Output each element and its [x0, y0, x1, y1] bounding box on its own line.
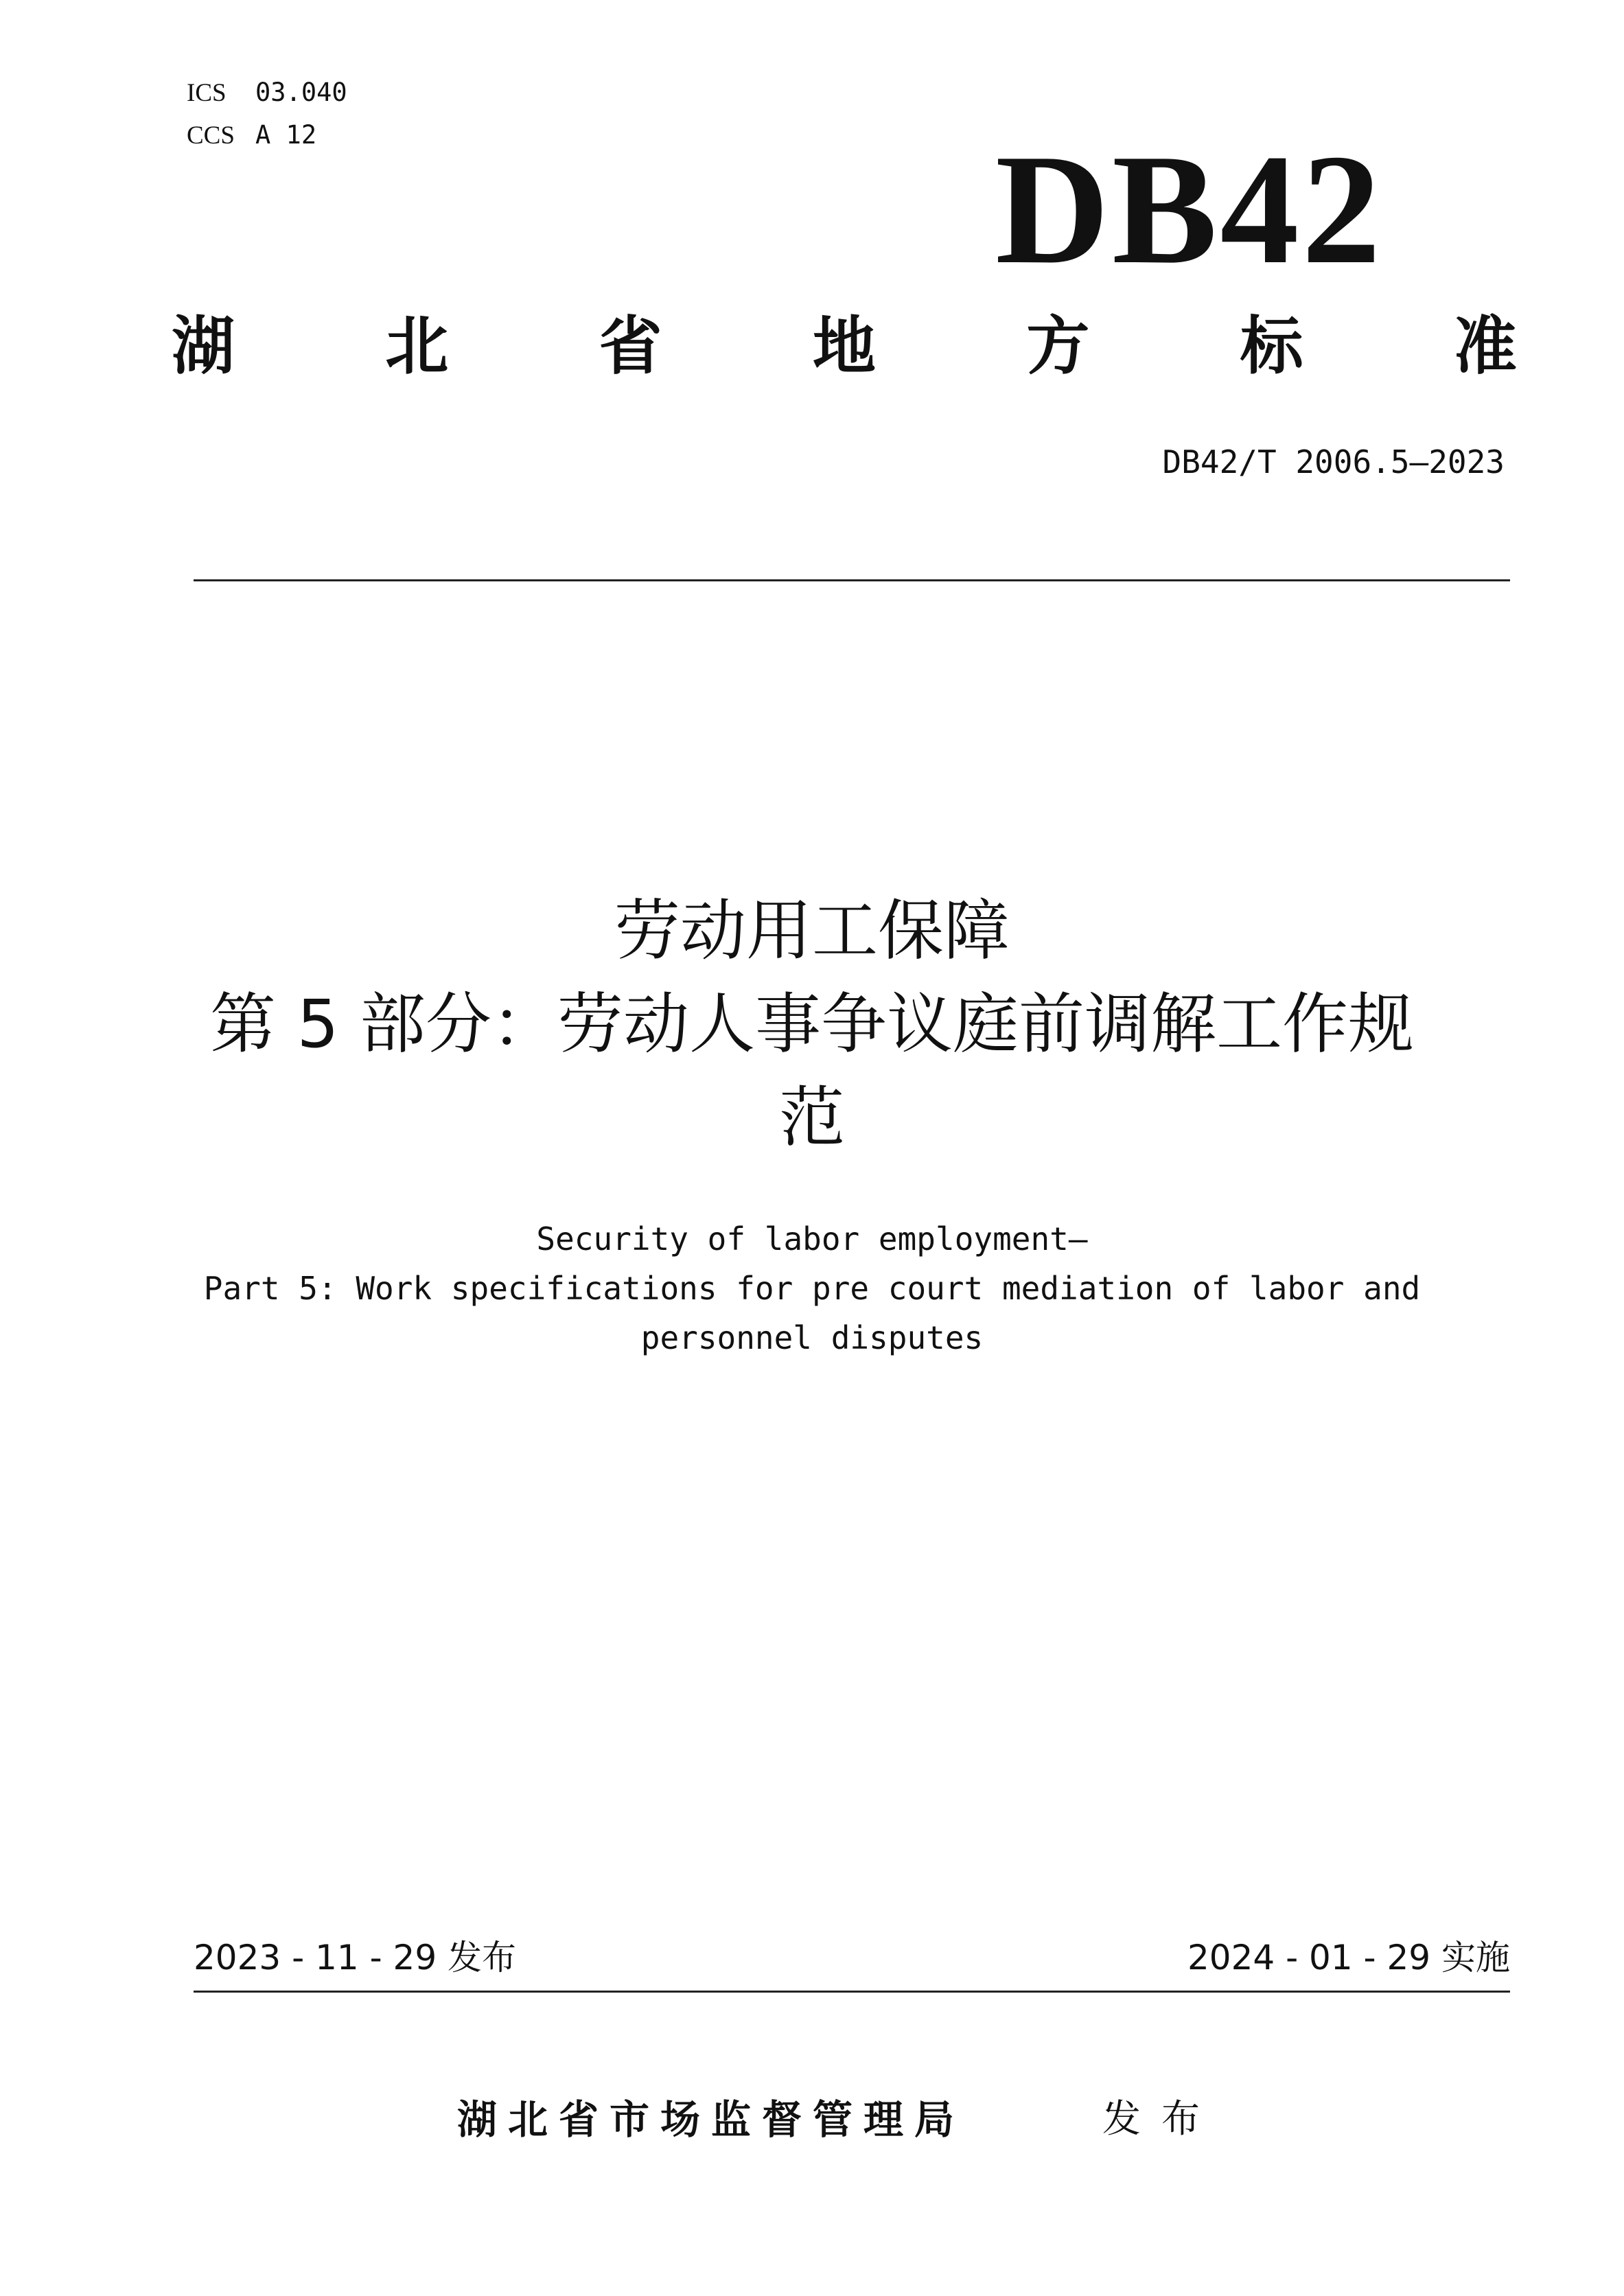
standard-type-char: 标 — [1240, 310, 1303, 383]
date-divider — [194, 1991, 1510, 1993]
ics-code — [187, 77, 347, 109]
standard-type-char: 准 — [1453, 310, 1517, 383]
implementation-date: 2024 - 01 - 29 实施 — [1187, 1938, 1510, 1978]
standard-type-char: 方 — [1026, 310, 1090, 383]
chinese-title-line: 第 5 部分：劳动人事争议庭前调解工作规 — [209, 986, 1415, 1063]
standard-type-heading — [172, 309, 1517, 384]
chinese-title-line: 劳动用工保障 — [614, 892, 1010, 969]
issuer-name: 湖北省市场监督管理局 — [457, 2096, 966, 2143]
chinese-title-line: 范 — [779, 1079, 845, 1156]
header-divider — [194, 579, 1510, 581]
ics-value: 03.040 — [255, 78, 347, 107]
standard-number: DB42/T 2006.5—2023 — [1162, 443, 1505, 480]
standard-type-char: 湖 — [172, 310, 235, 383]
standard-type-char: 省 — [599, 310, 662, 383]
ccs-code — [187, 119, 316, 152]
english-title-line: Part 5: Work specifications for pre court mediation of labor and — [203, 1270, 1421, 1307]
standard-mark: DB42 — [995, 121, 1384, 297]
ccs-value: A 12 — [255, 120, 317, 150]
ics-label: ICS — [187, 79, 227, 107]
english-title-line: personnel disputes — [640, 1319, 984, 1356]
issue-date: 2023 - 11 - 29 发布 — [194, 1938, 517, 1978]
ccs-label: CCS — [187, 121, 235, 150]
issuer-action: 发布 — [1102, 2097, 1220, 2142]
standard-type-char: 北 — [385, 310, 449, 383]
standard-type-char: 地 — [812, 310, 876, 383]
english-title-line: Security of labor employment— — [536, 1220, 1088, 1257]
